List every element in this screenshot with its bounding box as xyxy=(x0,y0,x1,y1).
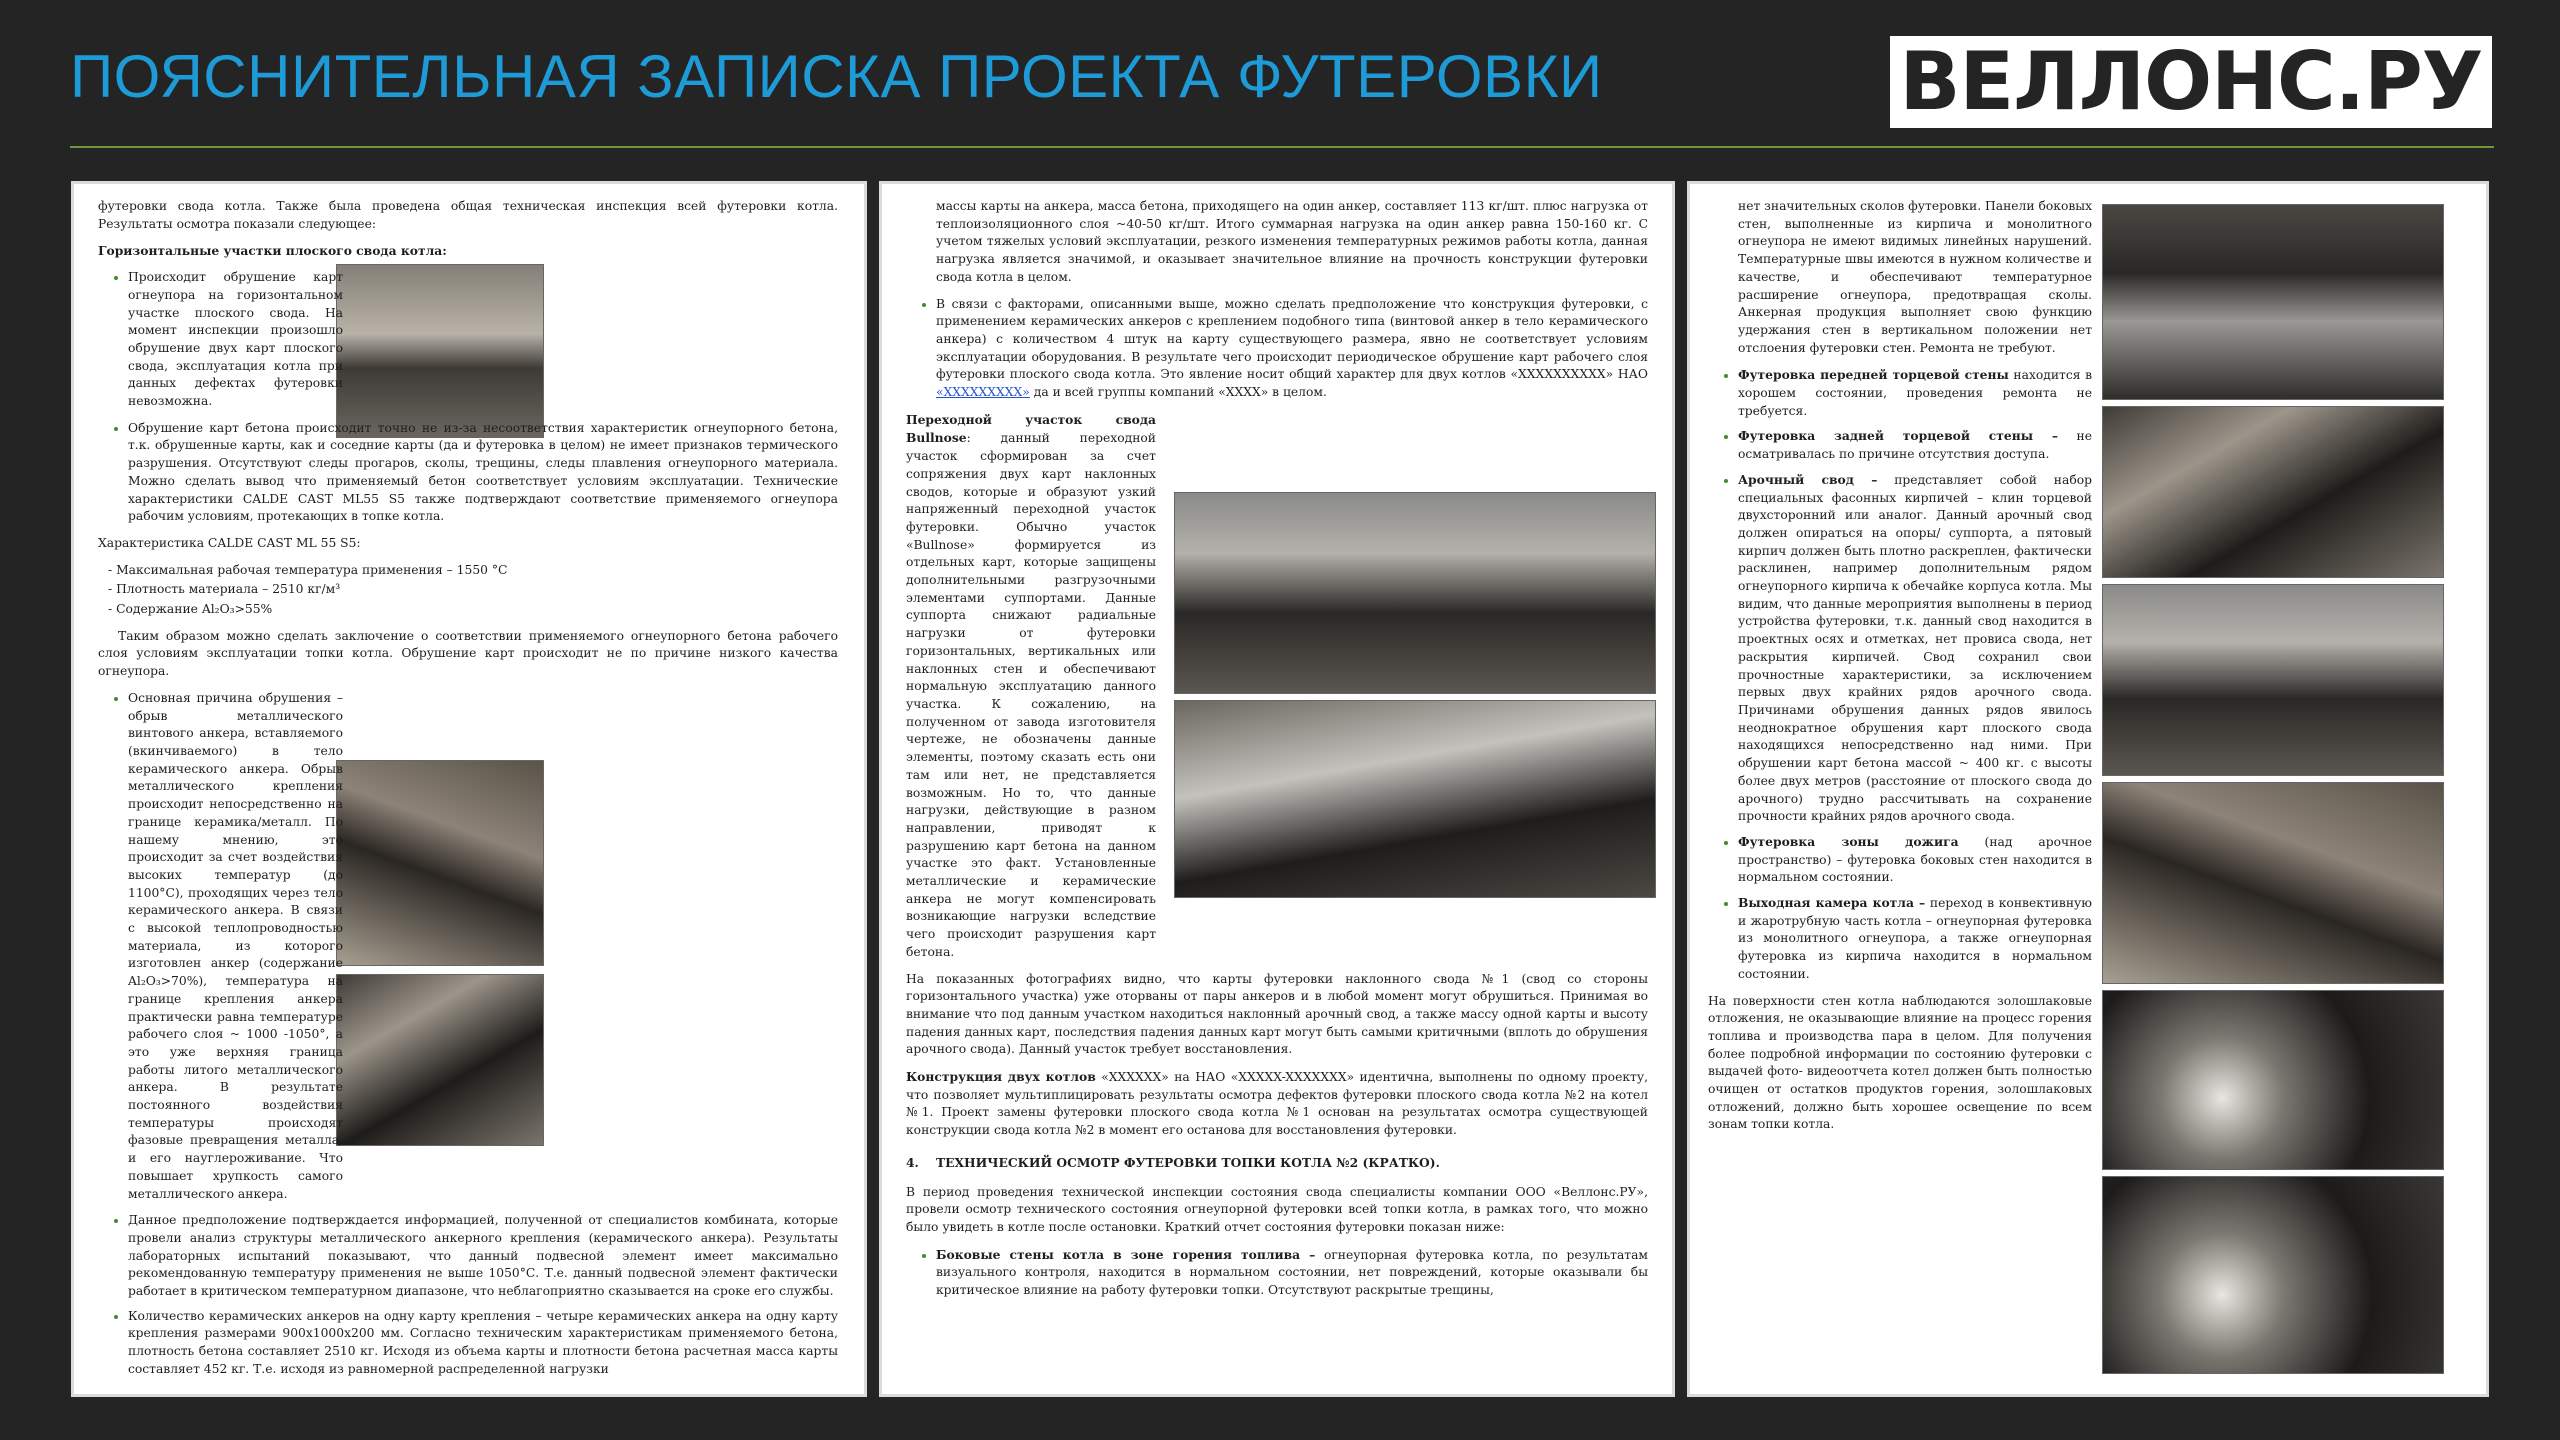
bullet-collapse: • Происходит обрушение карт огнеупора на горизонтальном участке плоского свода. На момент инспекции произошло обрушение двух карт плоского свода, эксплуатация котла при данных дефектах футеровки невозможна. xyxy=(128,269,343,411)
construct-paragraph xyxy=(906,1068,1648,1140)
cont-text: массы карты на анкера, масса бетона, приходящего на один анкер, составляет 113 кг/шт. плюс нагрузка от теплоизоляционного слоя ~40-50 кг/шт. Итого суммарная нагрузка на один анкер равна 150-160 кг. С учетом тяжелых условий эксплуатации, резкого изменения температурных режимов работы котла, данная нагрузка является значимой, и оказывает значительное влияние на прочность конструкции футеровки свода котла в целом. xyxy=(936,199,1648,284)
char-list xyxy=(98,562,838,619)
page-3-text xyxy=(1708,198,2092,1394)
construct-text: «XXXXXX» на НАО «XXXXX-XXXXXXX» идентична, выполнены по одному проекту, что позволяет мультиплицировать результаты осмотра дефектов футеровки плоского свода котла №2 на котел №1. Проект замены футеровки плоского свода котла №1 основан на результатах осмотра существующей конструкции свода котла №2 в момент его останова для восстановления футеровки. xyxy=(906,1070,1648,1138)
page-title: ПОЯСНИТЕЛЬНАЯ ЗАПИСКА ПРОЕКТА ФУТЕРОВКИ xyxy=(70,43,1603,110)
photo-afterburn-zone xyxy=(2102,990,2444,1170)
section-heading: Горизонтальные участки плоского свода котла: xyxy=(98,243,447,259)
exit-chamber-title: Выходная камера котла – xyxy=(1738,895,1926,911)
back-wall-title: Футеровка задней торцевой стены – xyxy=(1738,428,2059,444)
photo-side-walls xyxy=(2102,204,2444,400)
char-density: - Плотность материала – 2510 кг/м³ xyxy=(108,581,838,599)
section-4-title: ТЕХНИЧЕСКИЙ ОСМОТР ФУТЕРОВКИ ТОПКИ КОТЛА №2 (КРАТКО). xyxy=(935,1154,1440,1170)
bullet-list-1 xyxy=(98,269,343,411)
photo-arch-1 xyxy=(2102,584,2444,776)
side-walls-list xyxy=(906,1246,1648,1300)
header-divider xyxy=(70,146,2494,148)
document-page-1 xyxy=(74,184,864,1394)
photos-text: На показанных фотографиях видно, что карты футеровки наклонного свода №1 (свод со стороны горизонтального участка) уже оторваны от пары анкеров и в любой момент могут обрушиться. Принимая во внимание что под данным участком находиться наклонный арочный свод, а также массу одной карты и высоту падения данных карт, последствия падения данных карт могут быть самыми критичными (вплоть до обрушения арочного свода). Данный участок требует восстановления. xyxy=(906,971,1648,1057)
document-page-2 xyxy=(882,184,1672,1394)
bullnose-text: : данный переходной участок сформирован за счет сопряжения двух карт наклонных сводов, которые и образуют узкий напряженный переходной участок футеровки. Обычно участок «Bullnose» формируется из отдельных карт, которые защищены дополнительными разгрузочными элементами суппортами. Данные суппорта снижают радиальные нагрузки от футеровки горизонтальных, вертикальных или наклонных стен и обеспечивают нормальную эксплуатацию данного участка. К сожалению, на полученном от завода изготовителя чертеже, не обозначены данные элементы, поэтому сказать есть они там или нет, не представляется возможным. Но то, что данные нагрузки, действующие в разном направлении, приводят к разрушению карт бетона на данном участке это факт. Установленные металлические и керамические анкера не могут компенсировать возникающие нагрузки вследствие чего происходит разрушения карт бетона. xyxy=(906,431,1156,959)
exit-chamber-item xyxy=(1738,894,2092,984)
side-walls-title: Боковые стены котла в зоне горения топлива – xyxy=(936,1246,1316,1262)
arch-title: Арочный свод – xyxy=(1738,471,1878,487)
front-wall-text: находится в хорошем состоянии, проведения ремонта не требуется. xyxy=(1738,368,2092,418)
bullet-assumption-text: В связи с факторами, описанными выше, можно сделать предположение что конструкция футеровки, с применением керамических анкеров с креплением подобного типа (винтовой анкер в тело керамического анкера) с количеством 4 штук на карту существующего размера, явно не соответствует условиям эксплуатации оборудования. В результате чего происходит периодическое обрушение карт рабочего слоя футеровки плоского свода котла. Это явление носит общий характер для двух котлов «XXXXXXXXXX» НАО xyxy=(936,296,1648,382)
bullnose-title: Переходной участок свода Bullnose xyxy=(906,411,1156,446)
section-4-number: 4. xyxy=(906,1154,919,1170)
final-text: На поверхности стен котла наблюдаются золошлаковые отложения, не оказывающие влияние на процесс горения топлива и производства пара в целом. Для получения более подробной информации по состоянию футеровки с выдачей фото- видеоотчета котел должен быть полностью очищен от остатков продуктов горения, золошлаковых отложений, должно быть хорошее освещение по всем зонам топки котла. xyxy=(1708,993,2092,1132)
bullet-list-a xyxy=(906,296,1648,402)
char-alumina: - Содержание Al₂O₃>55% xyxy=(108,601,838,619)
bullet-confirmation: • Данное предположение подтверждается информацией, полученной от специалистов комбината, которые провели анализ структуры металлического анкерного крепления (керамического анкера). Результаты лабораторных испытаний показывают, что данный подвесной элемент имеет максимально рекомендованную температуру применения не выше 1050°С. Т.е. данный подвесной элемент фактически работает в критическом температурном диапазоне, что неблагоприятно сказывается на сроке его службы. xyxy=(128,1212,838,1301)
bullet-assumption xyxy=(936,296,1648,402)
char-temp: - Максимальная рабочая температура применения – 1550 °С xyxy=(108,562,838,580)
intro-text: футеровки свода котла. Также была проведена общая техническая инспекция всей футеровки котла. Результаты осмотра показали следующее: xyxy=(98,199,838,231)
arch-text: представляет собой набор специальных фасонных кирпичей – клин торцевой двухсторонний или аналог. Данный арочный свод должен опираться на опоры/ суппорта, а пятовый кирпич должен быть плотно раскреплен, фактически расклинен, например дополнительным рядом огнеупорного кирпича к обечайке корпуса котла. Мы видим, что данные мероприятия выполнены в период устройства футеровки, т.к. данный свод находится в проектных осях и отметках, нет провиса свода, нет раскрытия кирпичей. Свод сохранил свои прочностные характеристики, за исключением первых двух крайних рядов арочного свода. Причинами обрушения данных рядов явилось неоднократное обрушения карт плоского свода находящихся непосредственно над ними. При обрушении карт бетона массой ~ 400 кг. с высоты более двух метров (расстояние от плоского свода до арочного) трудно рассчитывать на сохранение прочности крайних рядов арочного свода. xyxy=(1738,472,2092,824)
photo-arch-2 xyxy=(2102,782,2444,984)
afterburn-text: (над арочное пространство) – футеровка боковых стен находится в нормальном состоянии. xyxy=(1738,834,2092,885)
char-title: Характеристика CALDE CAST ML 55 S5: xyxy=(98,535,361,550)
photo-exit-chamber xyxy=(2102,1176,2444,1374)
bullet-anchor-count: • Количество керамических анкеров на одну карту крепления – четыре керамических анкера на одну карту крепления размерами 900х1000х200 мм. Согласно техническим характеристикам применяемого бетона, плотность бетона составляет 2510 кг. Исходя из объема карты и плотности бетона расчетная масса карты составляет 452 кг. Т.е. исходя из равномерной распределенной нагрузки xyxy=(128,1308,838,1379)
construct-title: Конструкция двух котлов xyxy=(906,1069,1096,1085)
page-2-text xyxy=(906,198,1648,1394)
bullet-list-2 xyxy=(98,420,838,526)
side-walls-cont: нет значительных сколов футеровки. Панели боковых стен, выполненные из кирпича и монолитного огнеупора не имеют видимых линейных нарушений. Температурные швы имеются в нужном количестве и качестве, и обеспечивают температурное расширение огнеупора, предотвращая сколы. Анкерная продукция выполняет свою функцию удержания стен в вертикальном положении нет отслоения футеровки стен. Ремонта не требуют. xyxy=(1738,199,2092,355)
bullnose-paragraph xyxy=(906,411,1156,962)
afterburn-title: Футеровка зоны дожига xyxy=(1738,833,1959,849)
back-wall-text: не осматривалась по причине отсутствия доступа. xyxy=(1738,429,2092,462)
side-walls-text: огнеупорная футеровка котла, по результатам визуального контроля, находится в нормальном состоянии, нет повреждений, которые оказывали бы критическое влияние на работу футеровки топки. Отсутствуют раскрытые трещины, xyxy=(936,1247,1648,1298)
cont-list xyxy=(906,198,1648,287)
bullet-list-walls xyxy=(1708,366,2092,983)
back-wall-item xyxy=(1738,427,2092,463)
section-4-heading xyxy=(906,1154,1648,1172)
company-link[interactable]: «XXXXXXXXX» xyxy=(936,385,1030,400)
document-page-3 xyxy=(1690,184,2486,1394)
bullet-not-concrete: • Обрушение карт бетона происходит точно не из-за несоответствия характеристик огнеупорного бетона, т.к. обрушенные карты, как и соседние карты (да и футеровка в целом) не имеет признаков термического разрушения. Отсутствуют следы прогаров, сколы, трещины, следы плавления огнеупорного материала. Можно сделать вывод что применяемый бетон соответствует условиям эксплуатации. Технические характеристики CALDE CAST ML55 S5 также подтверждают соответствие применяемого огнеупора рабочим условиям, протекающих в топке котла. xyxy=(128,420,838,526)
page-1-text xyxy=(98,198,838,1394)
side-walls-item xyxy=(936,1246,1648,1300)
exit-chamber-text: переход в конвективную и жаротрубную часть котла – огнеупорная футеровка из монолитного огнеупора, а также огнеупорная футеровка из кирпича находится в нормальном состоянии. xyxy=(1738,896,2092,981)
front-wall-title: Футеровка передней торцевой стены xyxy=(1738,367,2009,383)
photo-front-wall xyxy=(2102,406,2444,578)
bullet-list-4 xyxy=(98,1212,838,1378)
bullet-main-cause: • Основная причина обрушения – обрыв металлического винтового анкера, вставляемого (вкинчиваемого) в тело керамического анкера. Обрыв металлического крепления происходит непосредственно на границе керамика/металл. По нашему мнению, это происходит за счет воздействия высоких температур (до 1100°С), проходящих через тело керамического анкера. В связи с высокой теплопроводностью материала, из которого изготовлен анкер (содержание Al₂O₃>70%), температура на границе крепления анкера практически равна температуре рабочего слоя ~ 1000 -1050°, а это уже верхняя граница работы литого металлического анкера. В результате постоянного воздействия температуры происходят фазовые превращения металла, и его науглероживание. Что повышает хрупкость самого металлического анкера. xyxy=(128,690,343,1203)
brand-logo: ВЕЛЛОНС.РУ xyxy=(1890,36,2492,128)
bullet-assumption-end: да и всей группы компаний «XXXX» в целом. xyxy=(1033,385,1327,400)
arch-item xyxy=(1738,471,2092,826)
front-wall-item xyxy=(1738,366,2092,420)
section-4-text: В период проведения технической инспекции состояния свода специалисты компании ООО «Веллонс.РУ», провели осмотр технического состояния огнеупорной футеровки всей топки котла, в рамках того, что можно было увидеть в котле после остановки. Краткий отчет состояния футеровки показан ниже: xyxy=(906,1184,1648,1234)
cont-list-3 xyxy=(1708,198,2092,357)
bullet-list-3 xyxy=(98,690,343,1203)
conclusion-text: Таким образом можно сделать заключение о соответствии применяемого огнеупорного бетона рабочего слоя условиям эксплуатации топки котла. Обрушение карт происходит не по причине низкого качества огнеупора. xyxy=(98,628,838,679)
afterburn-item xyxy=(1738,833,2092,887)
